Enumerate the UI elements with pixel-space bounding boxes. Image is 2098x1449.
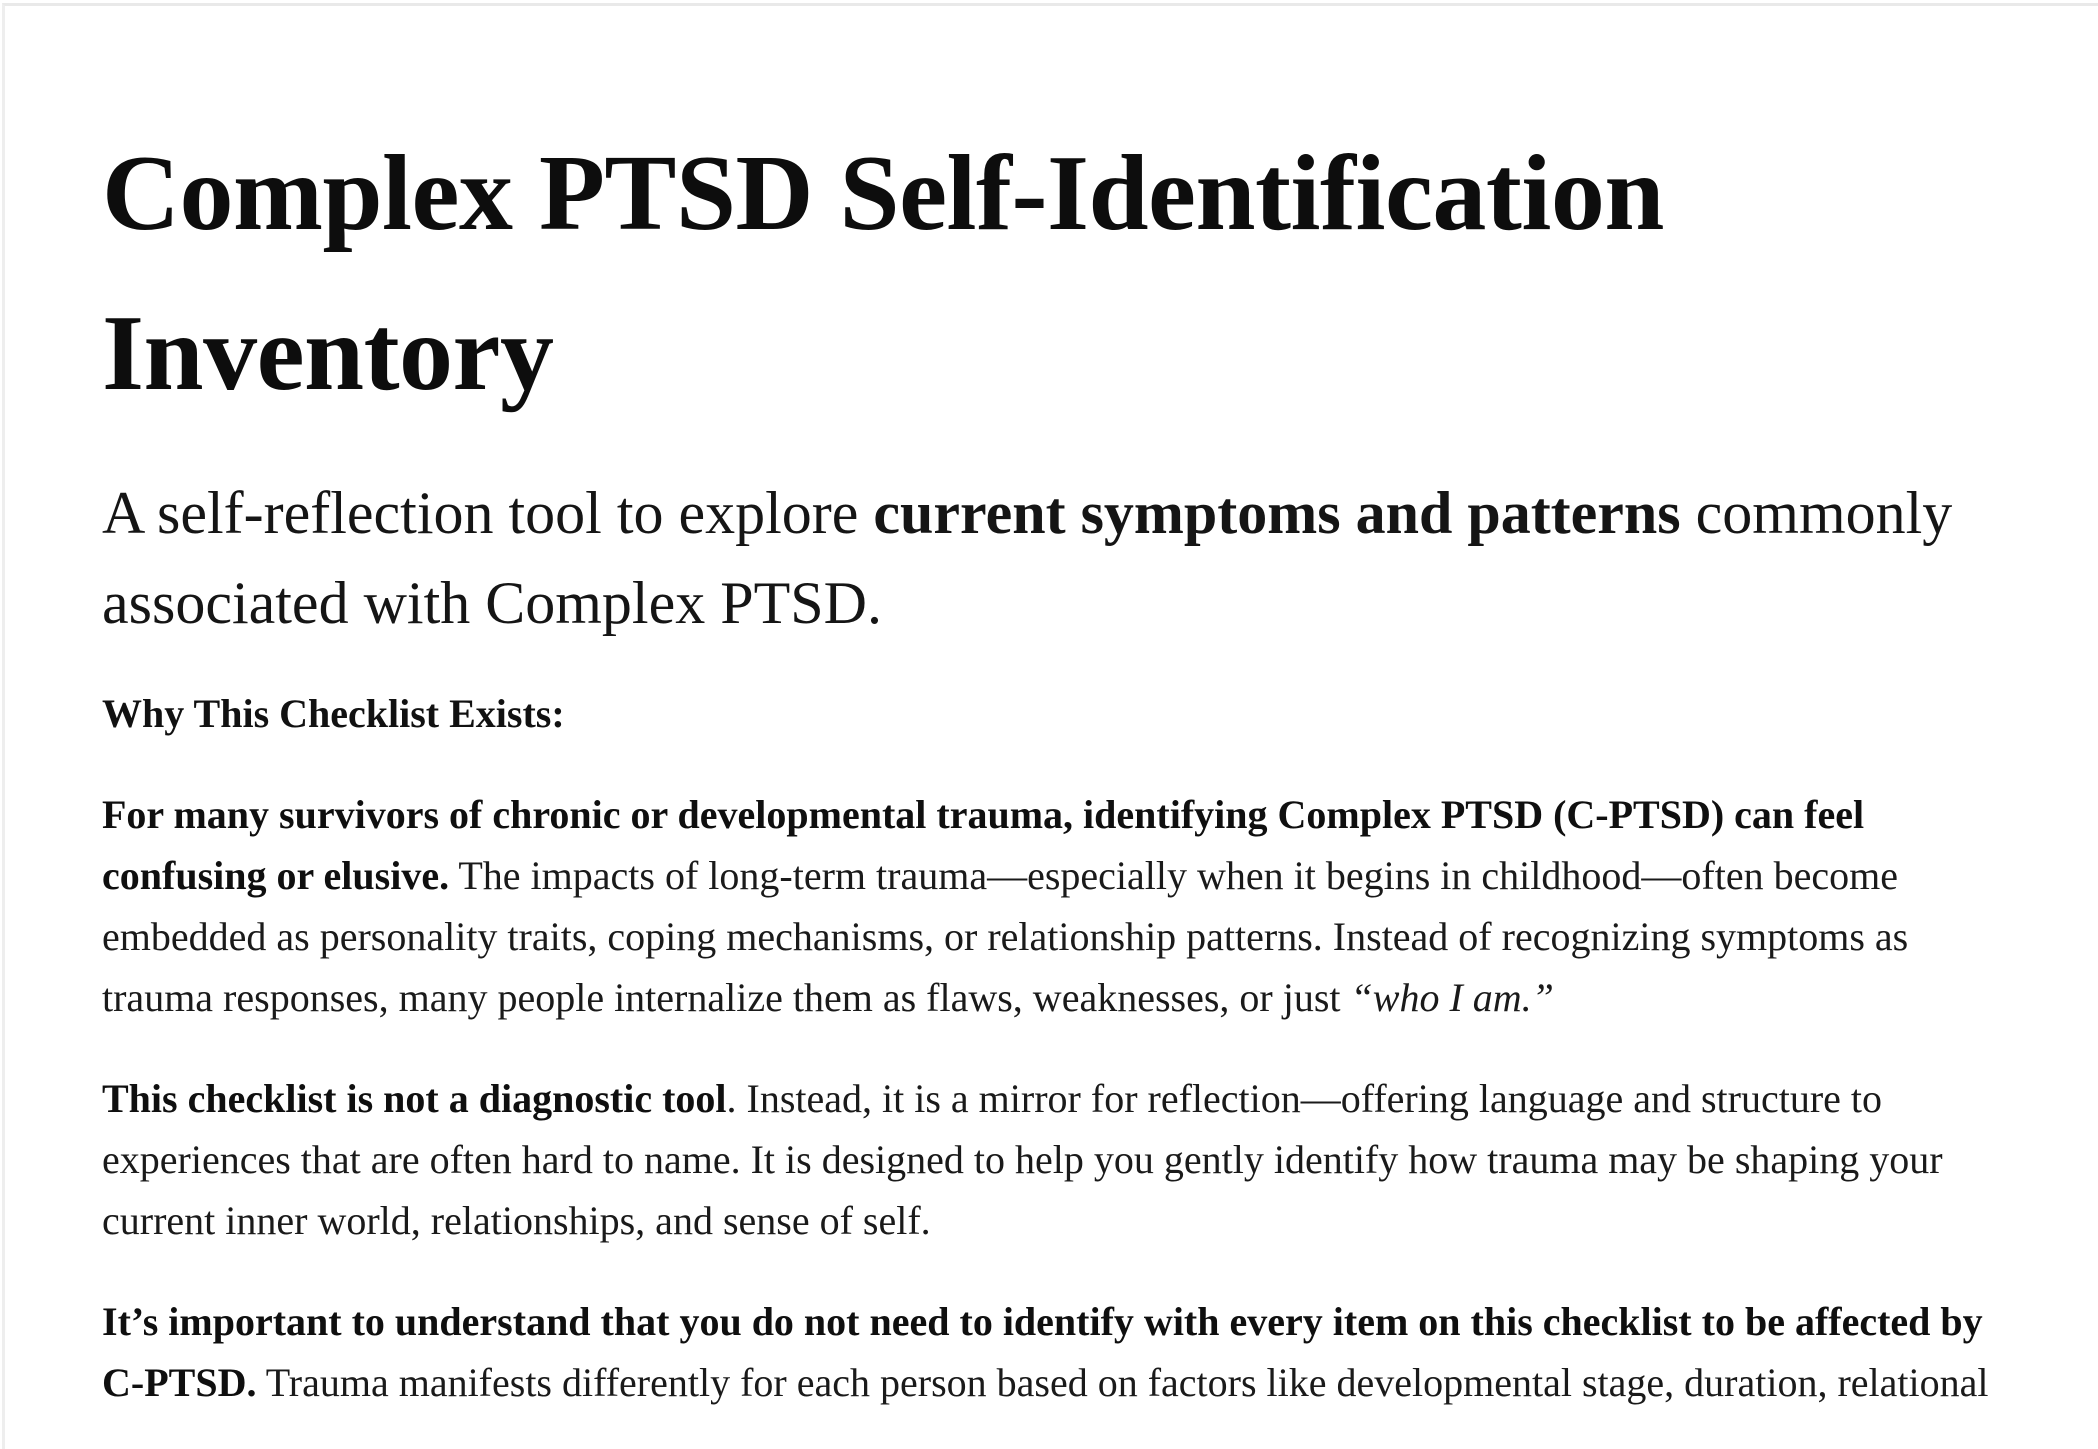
page-title: Complex PTSD Self-Identification Inventory	[102, 134, 1664, 413]
paragraph-quote: “who I am.”	[1350, 975, 1554, 1020]
document-content	[102, 6, 2022, 1413]
paragraph-intro	[102, 784, 2022, 1028]
document-page	[2, 3, 2098, 1449]
subtitle-emphasis: current symptoms and patterns	[873, 480, 1681, 546]
paragraph-body: . Instead, it is a mirror for reflection—offering language and structure to experiences that are often hard to name. It is designed to help you gently identify how trauma may be shaping your current inner world, relationships, and sense of self.	[102, 1076, 1943, 1243]
subtitle-text-before: A self-reflection tool to explore	[102, 480, 874, 546]
paragraph-lead: For many survivors of chronic or developmental trauma, identifying Complex PTSD (C-PTSD) can feel confusing or elusive.	[102, 792, 1865, 898]
paragraph-body: Trauma manifests differently for each person based on factors like developmental stage, duration, relational	[256, 1360, 1989, 1405]
paragraph-important	[102, 1291, 2022, 1413]
paragraph-not-diagnostic	[102, 1068, 2022, 1251]
subtitle-text-after: commonly associated with Complex PTSD.	[102, 480, 1953, 636]
page-subtitle	[102, 468, 2022, 648]
paragraph-lead: This checklist is not a diagnostic tool	[102, 1076, 727, 1121]
paragraph-body: The impacts of long-term trauma—especially when it begins in childhood—often become embedded as personality traits, coping mechanisms, or relationship patterns. Instead of recognizing symptoms as trauma responses, many people internalize them as flaws, weaknesses, or just	[102, 853, 1909, 1020]
paragraph-lead: It’s important to understand that you do not need to identify with every item on this checklist to be affected by C-PTSD.	[102, 1299, 1983, 1405]
section-heading: Why This Checklist Exists:	[102, 691, 565, 736]
